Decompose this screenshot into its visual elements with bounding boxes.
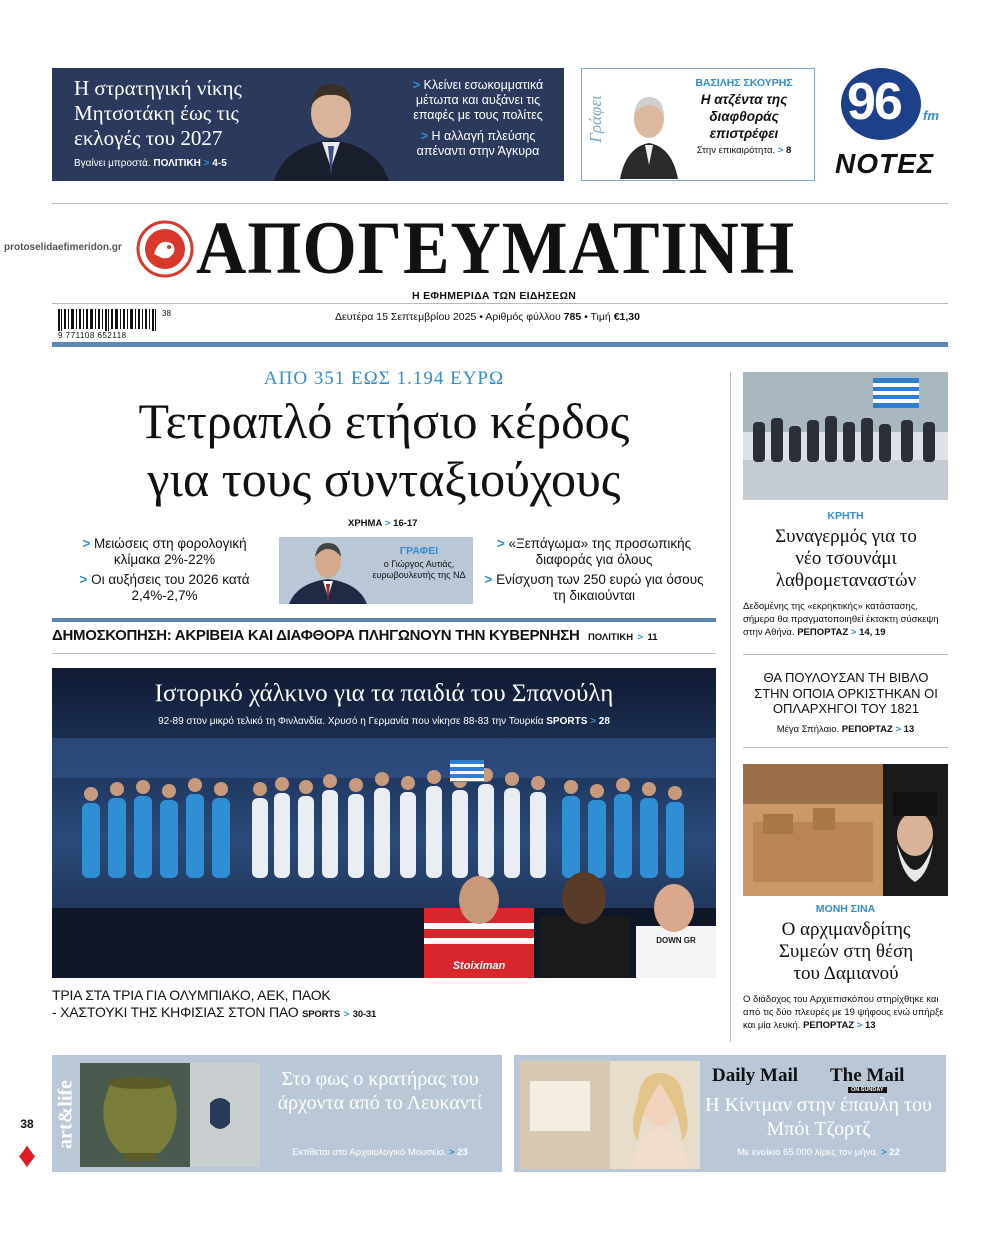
main-kicker: ΑΠΟ 351 ΕΩΣ 1.194 ΕΥΡΩ xyxy=(263,368,505,389)
bottom-right-headline: Η Κίντμαν στην έπαυλη του Μπόι Τζορτζ xyxy=(705,1094,932,1140)
sports-subtext: 92-89 στον μικρό τελικό τη Φινλανδία. Χρυσό η Γερμανία που νίκησε 88-83 την Τουρκία xyxy=(158,716,544,727)
arrow-icon: > xyxy=(590,716,596,727)
arrow-icon: > xyxy=(484,572,493,587)
radio-badge[interactable] xyxy=(835,66,950,184)
promo-ref xyxy=(74,158,227,169)
krater-photo xyxy=(80,1063,260,1167)
arrow-icon: > xyxy=(496,536,505,551)
sports-bottom-line2 xyxy=(52,1004,422,1023)
arrow-icon: > xyxy=(881,1147,887,1158)
barcode-number: 9 771108 652118 xyxy=(58,331,127,340)
main-bullet-text: «Ξεπάγωμα» της προσωπικής διαφοράς για όλους xyxy=(508,536,692,567)
arrow-icon: > xyxy=(343,1009,350,1020)
bottom-left-ref xyxy=(264,1147,496,1158)
main-headline[interactable] xyxy=(52,392,716,508)
bottom-right-subtext: Με ενοίκιο 65.000 λίρες τον μήνα. xyxy=(737,1147,879,1158)
crete-pages: 14, 19 xyxy=(859,627,886,638)
arrow-icon: > xyxy=(412,78,421,92)
bible-ref-text: Μέγα Σπήλαιο. xyxy=(776,724,840,735)
main-headline-line: Τετραπλό ετήσιο κέρδος xyxy=(138,393,630,449)
bottom-right-ref xyxy=(696,1147,941,1158)
barcode-issue: 38 xyxy=(162,309,171,318)
main-right-bullets xyxy=(484,536,704,604)
author-name: ΒΑΣΙΛΗΣ ΣΚΟΥΡΗΣ xyxy=(695,77,793,89)
monastery-photo[interactable] xyxy=(743,764,948,896)
column-title: Η ατζέντα της διαφθοράς επιστρέφει xyxy=(700,92,788,141)
team-photo-illustration xyxy=(52,668,716,978)
jersey-text: DOWN GR xyxy=(656,936,696,945)
masthead-title[interactable]: ΑΠΟΓΕΥΜΑΤΙΝΗ xyxy=(196,207,796,290)
kidman-photo xyxy=(520,1061,700,1169)
promo-bullet-text: Η αλλαγή πλεύσης απέναντι στην Άγκυρα xyxy=(416,129,540,158)
column-ref-text: Στην επικαιρότητα. xyxy=(696,145,776,156)
arrow-icon: > xyxy=(895,724,902,735)
writer-photo xyxy=(287,537,369,604)
price-value: €1,30 xyxy=(613,311,640,323)
bottom-right-page: 22 xyxy=(889,1147,900,1158)
sports-page: 28 xyxy=(598,716,610,727)
politician-photo xyxy=(264,68,399,181)
arrow-icon: > xyxy=(856,1020,863,1031)
main-bullet xyxy=(62,572,267,604)
right-column-rule xyxy=(730,372,731,1042)
sinai-page: 13 xyxy=(864,1020,876,1031)
promo-bullet-text: Κλείνει εσωκομματικά μέτωπα και αυξάνει τις επαφές με τους πολίτες xyxy=(413,78,544,122)
writer-label: ΓΡΑΦΕΙ xyxy=(399,545,439,557)
main-ref-pages: 16-17 xyxy=(393,518,418,529)
arrow-icon: > xyxy=(449,1147,455,1158)
bottom-right-promo[interactable] xyxy=(514,1055,946,1172)
promo-ref-section: ΠΟΛΙΤΙΚΗ xyxy=(153,158,201,169)
bible-page: 13 xyxy=(903,724,915,735)
issue-line xyxy=(335,311,640,323)
bottom-left-headline: Στο φως ο κρατήρας του άρχοντα από το Λευκαντί xyxy=(277,1068,483,1114)
the-mail-sub: ON SUNDAY xyxy=(848,1087,887,1093)
promo-headline: Η στρατηγική νίκης Μητσοτάκη έως τις εκλογές του 2027 xyxy=(74,76,242,150)
page-number: 38 xyxy=(20,1117,34,1131)
sinai-body-text: Ο διάδοχος του Αρχιεπισκόπου στηρίχθηκε και από τις δύο πλευρές με 19 ψήφους ενώ υπήρξε και μία λευκή. xyxy=(743,994,944,1031)
arrow-icon: > xyxy=(777,145,784,156)
arrow-icon: > xyxy=(82,536,91,551)
masthead-logo xyxy=(136,220,194,278)
barcode xyxy=(58,309,173,341)
barcode-bars xyxy=(58,309,162,331)
column-text xyxy=(674,77,814,156)
sinai-section: ΡΕΠΟΡΤΑΖ xyxy=(803,1020,855,1031)
crete-body xyxy=(743,600,948,639)
main-bullet-text: Οι αυξήσεις του 2026 κατά 2,4%-2,7% xyxy=(91,572,250,603)
radio-unit: fm xyxy=(923,108,939,123)
sinai-headline[interactable]: Ο αρχιμανδρίτης Συμεών στη θέση του Δαμιανού xyxy=(778,919,914,984)
the-mail-logo: The Mail xyxy=(830,1065,905,1086)
writer-box[interactable] xyxy=(279,537,473,604)
bottom-left-subtext: Εκτίθεται στο Αρχαιολογικό Μουσείο. xyxy=(292,1147,447,1158)
side-rule xyxy=(743,654,948,655)
promo-ref-pages: 4-5 xyxy=(212,158,227,169)
poll-strip[interactable] xyxy=(52,627,716,649)
main-bullet xyxy=(484,536,704,568)
writer-text: ο Γιώργος Αυτιάς, ευρωβουλευτής της ΝΔ xyxy=(372,559,466,580)
migrants-photo[interactable] xyxy=(743,372,948,500)
writer-text-block xyxy=(369,545,469,581)
arrow-icon: > xyxy=(420,129,428,143)
sports-bottom-pages: 30-31 xyxy=(352,1009,377,1020)
issue-number: 785 xyxy=(563,311,582,323)
sports-subline xyxy=(52,716,716,727)
art-life-label: art&life xyxy=(54,1080,77,1149)
main-ref xyxy=(348,518,417,529)
arrow-icon: > xyxy=(384,518,391,529)
bottom-left-page: 23 xyxy=(457,1147,468,1158)
arrow-icon: > xyxy=(79,572,88,587)
poll-strip-bottom-rule xyxy=(52,653,716,654)
crete-headline[interactable]: Συναγερμός για το νέο τσουνάμι λαθρομεταναστών xyxy=(775,526,917,591)
poll-page: 11 xyxy=(647,632,658,643)
main-bullet-text: Μειώσεις στη φορολογική κλίμακα 2%-22% xyxy=(94,536,247,567)
crete-body-text: Δεδομένης της «εκρηκτικής» κατάστασης, σήμερα θα πραγματοποιηθεί έκτακτη σύσκεψη στην Αθήνα. xyxy=(743,601,939,638)
poll-strip-top-rule xyxy=(52,618,716,622)
main-bullet xyxy=(484,572,704,604)
arrow-icon: > xyxy=(637,632,644,643)
top-middle-promo[interactable] xyxy=(581,68,815,181)
sports-bottom-text: - ΧΑΣΤΟΥΚΙ ΤΗΣ ΚΗΦΙΣΙΑΣ ΣΤΟΝ ΠΑΟ xyxy=(52,1004,299,1020)
promo-bullet xyxy=(400,78,556,123)
side-rule xyxy=(743,747,948,748)
masthead-top-rule xyxy=(52,203,948,204)
promo-bullet xyxy=(400,129,556,159)
sports-bottom-section: SPORTS xyxy=(302,1009,341,1020)
main-headline-line: για τους συνταξιούχους xyxy=(147,451,621,507)
bible-ref xyxy=(743,724,948,735)
bottom-left-promo[interactable] xyxy=(52,1055,502,1172)
main-bullet xyxy=(62,536,267,568)
sinai-kicker: ΜΟΝΗ ΣΙΝΑ xyxy=(815,903,876,915)
masthead-blue-rule xyxy=(52,342,948,347)
diamond-icon: ♦ xyxy=(17,1134,37,1175)
author-photo xyxy=(620,83,678,179)
column-ref-page: 8 xyxy=(785,145,792,156)
main-ref-section: ΧΡΗΜΑ xyxy=(348,518,383,529)
sports-headline: Ιστορικό χάλκινο για τα παιδιά του Σπανούλη xyxy=(154,680,614,707)
radio-number: 96 xyxy=(847,73,901,131)
crete-kicker: ΚΡΗΤΗ xyxy=(827,510,864,522)
poll-text: ΔΗΜΟΣΚΟΠΗΣΗ: ΑΚΡΙΒΕΙΑ ΚΑΙ ΔΙΑΦΘΟΡΑ ΠΛΗΓΩΝΟΥΝ ΤΗΝ ΚΥΒΕΡΝΗΣΗ xyxy=(52,627,580,644)
bible-section: ΡΕΠΟΡΤΑΖ xyxy=(841,724,893,735)
sports-photo[interactable] xyxy=(52,668,716,978)
arrow-icon: > xyxy=(203,158,210,169)
sports-bottom[interactable] xyxy=(52,987,422,1023)
main-bullet-text: Ενίσχυση των 250 ευρώ για όσους τη δικαιούνται xyxy=(496,572,704,603)
poll-section: ΠΟΛΙΤΙΚΗ xyxy=(587,632,634,643)
masthead-mid-rule xyxy=(52,303,948,304)
daily-mail-logo: Daily Mail xyxy=(712,1065,799,1086)
vertical-label: Γράφει xyxy=(585,95,605,143)
promo-bullets xyxy=(400,78,556,159)
main-left-bullets xyxy=(62,536,267,604)
sports-section: SPORTS xyxy=(546,716,588,727)
sports-bottom-line: ΤΡΙΑ ΣΤΑ ΤΡΙΑ ΓΙΑ ΟΛΥΜΠΙΑΚΟ, ΑΕΚ, ΠΑΟΚ xyxy=(52,987,331,1003)
column-ref xyxy=(674,145,814,156)
jersey-sponsor: Stoiximan xyxy=(452,960,506,972)
promo-ref-text: Βγαίνει μπροστά. xyxy=(74,158,151,169)
bible-headline[interactable]: ΘΑ ΠΟΥΛΟΥΣΑΝ ΤΗ ΒΙΒΛΟ ΣΤΗΝ ΟΠΟΙΑ ΟΡΚΙΣΤΗΚΑΝ ΟΙ ΟΠΛΑΡΧΗΓΟΙ ΤΟΥ 1821 xyxy=(754,670,938,716)
crete-section: ΡΕΠΟΡΤΑΖ xyxy=(797,627,849,638)
radio-name: ΝΟΤΕΣ xyxy=(835,148,935,179)
arrow-icon: > xyxy=(850,627,857,638)
price-label: • Τιμή xyxy=(584,311,611,323)
sinai-body xyxy=(743,993,948,1032)
masthead-subtitle: Η ΕΦΗΜΕΡΙΔΑ ΤΩΝ ΕΙΔΗΣΕΩΝ xyxy=(412,290,577,302)
top-left-promo[interactable] xyxy=(52,68,564,181)
issue-date: Δευτέρα 15 Σεπτεμβρίου 2025 • Αριθμός φύλλου xyxy=(335,311,561,323)
site-tag[interactable]: protoselidaefimeridon.gr xyxy=(4,242,122,253)
